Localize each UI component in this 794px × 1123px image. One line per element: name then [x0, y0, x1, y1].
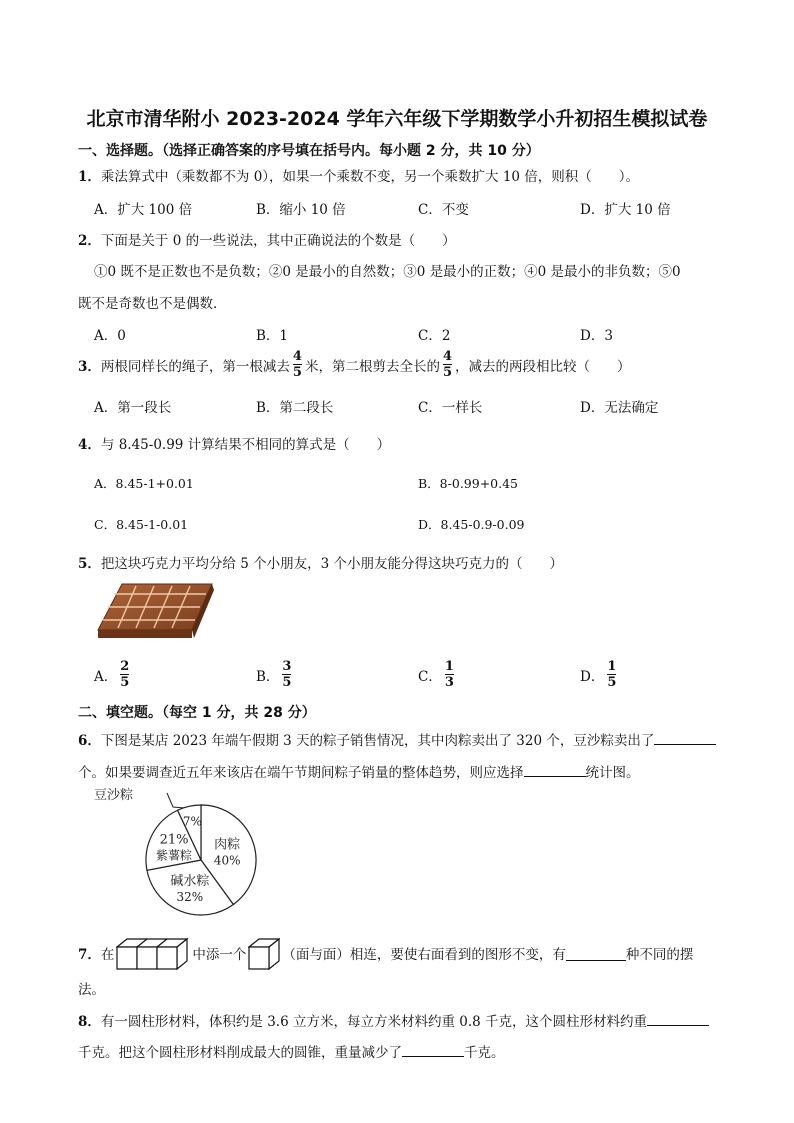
- pie-leader-line: [167, 793, 183, 808]
- question-text: 个。如果要调查近五年来该店在端午节期间粽子销量的整体趋势，则应选择: [78, 765, 524, 781]
- option-label: D．: [580, 668, 605, 685]
- fraction: [607, 660, 616, 689]
- denominator: 5: [120, 675, 130, 690]
- option-label: A．: [94, 668, 118, 685]
- question-text: 统计图。: [585, 765, 640, 781]
- q2-option-c[interactable]: C．2: [418, 328, 451, 344]
- question-text: 把这块巧克力平均分给 5 个小朋友，3 个小朋友能分得这块巧克力的（ ）: [100, 556, 563, 572]
- three-cube-row-figure: [116, 936, 190, 970]
- section-2-heading: 二、填空题。（每空 1 分，共 28 分）: [78, 705, 316, 721]
- question-7-line1: [78, 936, 693, 970]
- question-text-b: 米，第二根剪去全长的: [304, 358, 440, 375]
- question-8-line1: [78, 1010, 709, 1030]
- question-6-line2: [78, 761, 640, 781]
- denominator: 5: [282, 675, 292, 690]
- question-number: 8．: [78, 1014, 101, 1030]
- pie-slice-label: 40%: [213, 853, 241, 868]
- question-text: 与 8.45-0.99 计算结果不相同的算式是（ ）: [100, 437, 391, 453]
- question-text: 千克。: [464, 1045, 505, 1061]
- question-number: 6．: [78, 733, 101, 749]
- question-number: 3．: [78, 358, 101, 375]
- q5-option-a[interactable]: [94, 660, 132, 689]
- pie-slice-label: 21%: [159, 832, 189, 848]
- q2-option-d[interactable]: D．3: [580, 328, 613, 344]
- question-number: 2．: [78, 233, 101, 249]
- q3-option-d[interactable]: D．无法确定: [580, 400, 659, 416]
- q1-option-b[interactable]: B．缩小 10 倍: [256, 202, 346, 218]
- pie-slice-label: 豆沙粽: [94, 788, 134, 803]
- q4-option-b[interactable]: B．8-0.99+0.45: [418, 476, 519, 491]
- question-5: [78, 552, 563, 572]
- fraction: [443, 350, 452, 379]
- q5-option-d[interactable]: [580, 660, 619, 689]
- q4-option-c[interactable]: C．8.45-1-0.01: [94, 517, 189, 532]
- pie-slice-label: 碱水粽: [170, 874, 210, 890]
- question-text: 有一圆柱形材料，体积约是 3.6 立方米，每立方米材料约重 0.8 千克，这个圆柱形材料约重: [100, 1014, 648, 1030]
- numerator: 1: [607, 659, 617, 674]
- question-number: 4．: [78, 437, 101, 453]
- answer-blank[interactable]: [402, 1056, 464, 1057]
- q3-option-c[interactable]: C．一样长: [418, 400, 483, 416]
- q4-option-a[interactable]: A．8.45-1+0.01: [94, 476, 194, 491]
- question-text: 种不同的摆: [625, 947, 694, 963]
- q5-option-b[interactable]: [256, 660, 294, 689]
- pie-chart: [90, 785, 260, 920]
- q5-option-c[interactable]: [418, 660, 457, 689]
- question-text: 中添一个: [192, 947, 247, 963]
- answer-blank[interactable]: [647, 1025, 709, 1026]
- answer-blank[interactable]: [654, 744, 716, 745]
- answer-blank[interactable]: [566, 946, 626, 961]
- numerator: 3: [282, 659, 292, 674]
- question-6-line1: [78, 729, 716, 749]
- question-3: [78, 350, 631, 379]
- numerator: 1: [444, 659, 454, 674]
- q2-option-a[interactable]: A．0: [94, 328, 126, 344]
- q3-option-b[interactable]: B．第二段长: [256, 400, 334, 416]
- q4-option-d[interactable]: D．8.45-0.9-0.09: [418, 517, 525, 532]
- question-1: [78, 165, 639, 185]
- question-text-a: 两根同样长的绳子，第一根减去: [100, 358, 290, 375]
- pie-slice-label: 32%: [176, 890, 204, 905]
- q3-option-a[interactable]: A．第一段长: [94, 400, 172, 416]
- denominator: 5: [442, 365, 452, 380]
- q2-statements-line2: 既不是奇数也不是偶数．: [78, 296, 227, 312]
- pie-percent-label: 7%: [182, 814, 202, 829]
- fraction: [120, 660, 129, 689]
- numerator: 2: [120, 659, 130, 674]
- denominator: 5: [292, 365, 302, 380]
- q1-option-c[interactable]: C．不变: [418, 202, 469, 218]
- q2-statements-line1: ①0 既不是正数也不是负数；②0 是最小的自然数；③0 是最小的正数；④0 是最小的非负数；⑤0: [94, 264, 681, 280]
- question-text-c: ，减去的两段相比较（ ）: [455, 358, 631, 375]
- page-title: 北京市清华附小 2023-2024 学年六年级下学期数学小升初招生模拟试卷: [86, 108, 708, 130]
- question-2: [78, 229, 456, 249]
- option-label: C．: [418, 668, 442, 685]
- denominator: 5: [607, 675, 617, 690]
- numerator: 4: [442, 349, 452, 364]
- question-8-line2: [78, 1041, 505, 1061]
- question-7-line2: 法。: [78, 982, 105, 998]
- answer-blank[interactable]: [524, 776, 586, 777]
- question-text: 乘法算式中（乘数都不为 0），如果一个乘数不变，另一个乘数扩大 10 倍，则积（ ）。: [100, 169, 640, 185]
- question-text: （面与面）相连，要使右面看到的图形不变，有: [282, 947, 566, 963]
- question-4: [78, 433, 390, 453]
- section-1-heading: 一、选择题。（选择正确答案的序号填在括号内。每小题 2 分，共 10 分）: [78, 143, 540, 159]
- single-cube-figure: [248, 936, 280, 970]
- fraction: [445, 660, 454, 689]
- question-text: 下面是关于 0 的一些说法，其中正确说法的个数是（ ）: [100, 233, 456, 249]
- q2-option-b[interactable]: B．1: [256, 328, 289, 344]
- question-number: 1．: [78, 169, 101, 185]
- option-label: B．: [256, 668, 280, 685]
- q1-option-a[interactable]: A．扩大 100 倍: [94, 202, 193, 218]
- question-number: 7．: [78, 947, 101, 963]
- question-number: 5．: [78, 556, 101, 572]
- pie-slice-label: 紫薯粽: [156, 848, 193, 863]
- question-text: 千克。把这个圆柱形材料削成最大的圆锥，重量减少了: [78, 1045, 402, 1061]
- numerator: 4: [292, 349, 302, 364]
- question-text: 在: [100, 947, 115, 963]
- chocolate-bar-image: [94, 580, 218, 642]
- fraction: [293, 350, 302, 379]
- denominator: 3: [444, 675, 454, 690]
- pie-slice-label: 肉粽: [214, 837, 241, 853]
- fraction: [282, 660, 291, 689]
- q1-option-d[interactable]: D．扩大 10 倍: [580, 202, 671, 218]
- question-text: 下图是某店 2023 年端午假期 3 天的粽子销售情况，其中肉粽卖出了 320 个，豆沙粽卖出了: [100, 733, 655, 749]
